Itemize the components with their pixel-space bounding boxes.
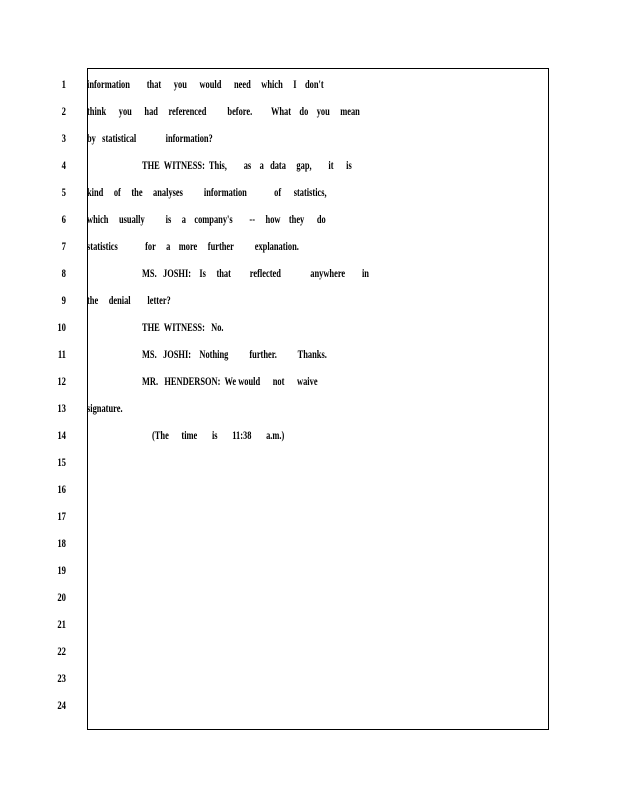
transcript-line <box>0 476 618 503</box>
transcript-line <box>0 314 618 341</box>
line-number: 15 <box>57 455 66 469</box>
line-text: signature. <box>87 401 123 415</box>
line-text: MS. JOSHI: Nothing further. Thanks. <box>142 347 327 361</box>
line-number: 10 <box>57 320 66 334</box>
line-number: 18 <box>57 536 66 550</box>
line-number: 7 <box>61 239 66 253</box>
transcript-line <box>0 125 618 152</box>
line-number: 21 <box>57 617 66 631</box>
transcript-line <box>0 233 618 260</box>
transcript-line <box>0 368 618 395</box>
line-number: 20 <box>57 590 66 604</box>
line-text: MS. JOSHI: Is that reflected anywhere in <box>142 266 369 280</box>
line-number: 16 <box>57 482 66 496</box>
line-text: which usually is a company's -- how they do <box>87 212 326 226</box>
transcript-line <box>0 287 618 314</box>
transcript-line <box>0 503 618 530</box>
line-number: 22 <box>57 644 66 658</box>
transcript-line <box>0 449 618 476</box>
transcript-line <box>0 179 618 206</box>
transcript-line <box>0 152 618 179</box>
line-number: 14 <box>57 428 66 442</box>
line-number: 23 <box>57 671 66 685</box>
transcript-line <box>0 206 618 233</box>
line-number: 5 <box>61 185 66 199</box>
line-number: 4 <box>61 158 66 172</box>
transcript-line <box>0 98 618 125</box>
line-text: statistics for a more further explanation. <box>87 239 299 253</box>
line-text: (The time is 11:38 a.m.) <box>152 428 285 442</box>
transcript-line <box>0 395 618 422</box>
line-text: by statistical information? <box>87 131 213 145</box>
line-number: 8 <box>61 266 66 280</box>
line-number: 24 <box>57 698 66 712</box>
line-text: kind of the analyses information of statistics, <box>87 185 327 199</box>
line-text: THE WITNESS: This, as a data gap, it is <box>142 158 352 172</box>
line-number: 13 <box>57 401 66 415</box>
line-number: 3 <box>61 131 66 145</box>
transcript-line <box>0 341 618 368</box>
line-number: 19 <box>57 563 66 577</box>
line-number: 6 <box>61 212 66 226</box>
line-number: 11 <box>57 347 66 361</box>
transcript-line <box>0 422 618 449</box>
transcript-line <box>0 71 618 98</box>
line-text: information that you would need which I don't <box>87 77 324 91</box>
transcript-line <box>0 692 618 719</box>
line-number: 2 <box>61 104 66 118</box>
transcript-line <box>0 611 618 638</box>
transcript-line <box>0 557 618 584</box>
line-number: 1 <box>61 77 66 91</box>
line-number: 17 <box>57 509 66 523</box>
transcript-line <box>0 260 618 287</box>
transcript-line <box>0 584 618 611</box>
line-text: think you had referenced before. What do you mean <box>87 104 360 118</box>
line-text: the denial letter? <box>87 293 171 307</box>
line-text: THE WITNESS: No. <box>142 320 224 334</box>
line-number: 12 <box>57 374 66 388</box>
line-number: 9 <box>61 293 66 307</box>
transcript-line <box>0 638 618 665</box>
transcript-line <box>0 530 618 557</box>
transcript-line <box>0 665 618 692</box>
line-text: MR. HENDERSON: We would not waive <box>142 374 318 388</box>
